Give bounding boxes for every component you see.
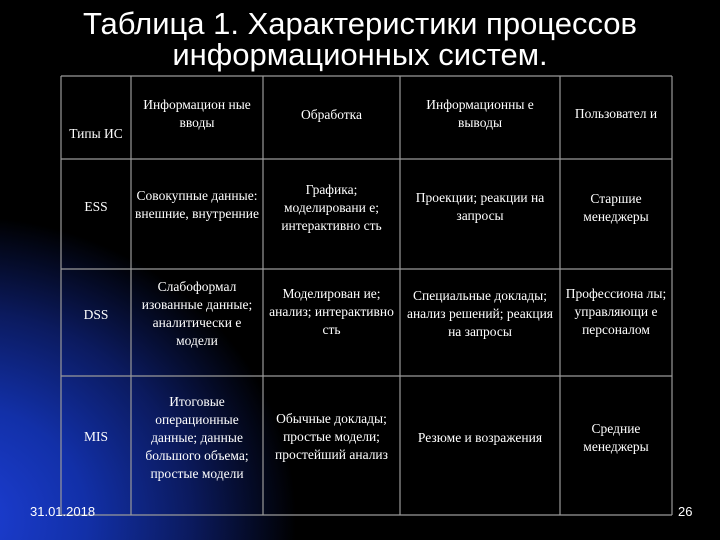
header-cell-users: Пользовател и [574,106,658,121]
header-cell-outputs: Информационны е выводы [426,97,534,130]
table-cell-ess-outputs: Проекции; реакции на запросы [415,190,545,223]
slide-title-line-2: информационных систем. [172,37,548,72]
table-cell-ess-processing: Графика; моделировани е; интерактивно сть [281,182,382,233]
header-cell-types: Типы ИС [69,126,123,141]
slide-title [0,8,720,70]
table-cell-mis-outputs: Резюме и возражения [417,430,543,445]
table-cell-ess-inputs: Совокупные данные: внешние, внутренние [135,188,259,221]
table-cell-ess-users: Старшие менеджеры [583,191,649,224]
header-cell-inputs: Информацион ные вводы [143,97,251,130]
footer-date: 31.01.2018 [30,504,96,519]
table-cell-dss-users: Профессиона лы; управляющи е персоналом [565,286,667,337]
table-cell-dss-inputs: Слабоформал изованные данные; аналитически е модели [141,279,253,348]
table-cell-type-dss: DSS [83,307,109,322]
table-cell-type-ess: ESS [84,199,108,214]
footer-page-number: 26 [678,504,693,519]
slide-title-line-1: Таблица 1. Характеристики процессов [82,6,638,41]
table-cell-dss-processing: Моделирован ие; анализ; интерактивно сть [269,286,394,337]
table-cell-mis-users: Средние менеджеры [583,421,649,454]
table-cell-mis-inputs: Итоговые операционные данные; данные большого объема; простые модели [145,394,249,481]
table-cell-mis-processing: Обычные доклады; простые модели; простейший анализ [274,411,388,462]
table-cell-dss-outputs: Специальные доклады; анализ решений; реакция на запросы [406,288,554,339]
table-cell-type-mis: MIS [83,429,108,444]
header-cell-processing: Обработка [300,107,363,122]
